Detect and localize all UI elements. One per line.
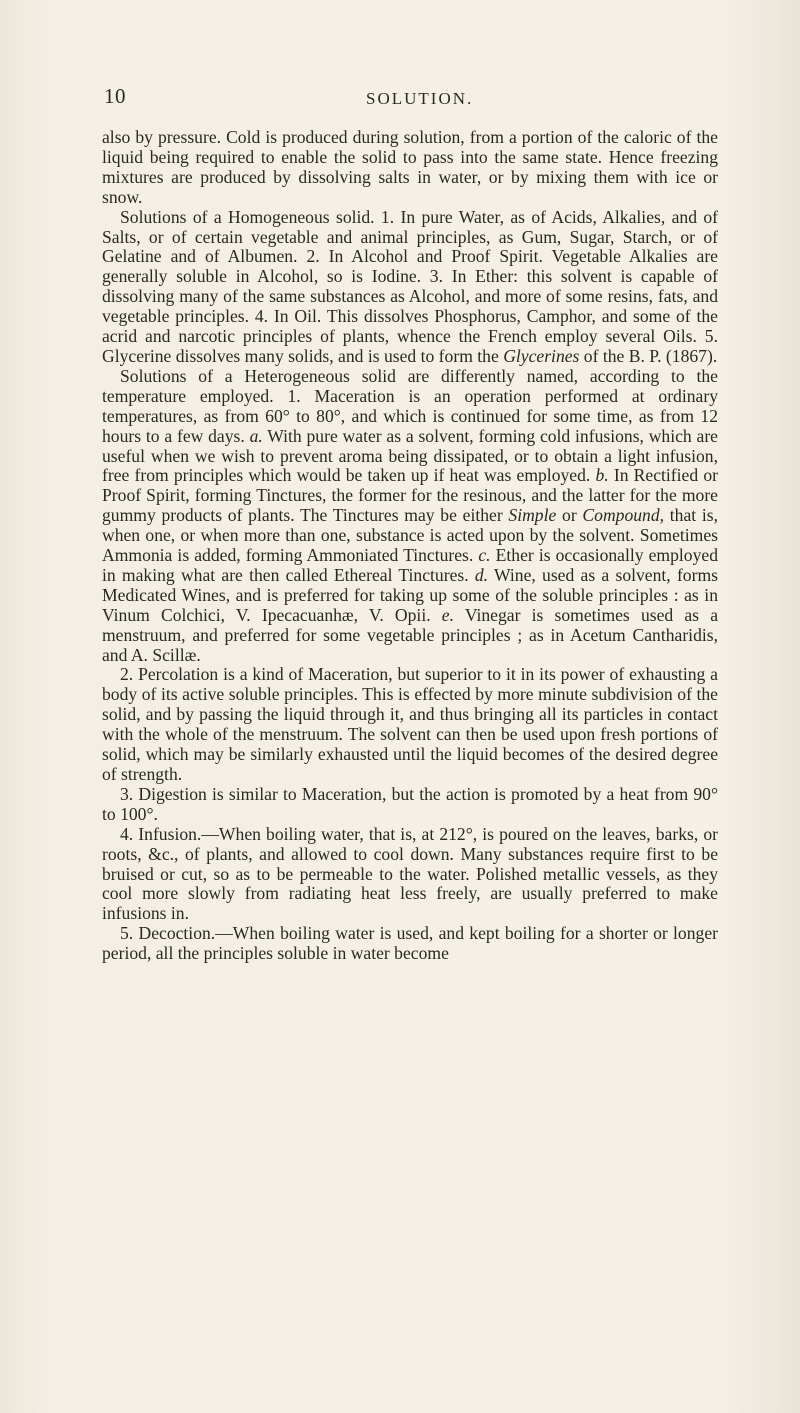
body-text	[102, 128, 718, 964]
paragraph	[102, 924, 718, 964]
italic-text: a.	[249, 425, 263, 446]
italic-text: e.	[441, 604, 454, 625]
paragraph-text: Solutions of a Homogeneous solid. 1. In pure Water, as of Acids, Alkalies, and of Salts, or of certain vegetable and animal principles, as Gum, Sugar, Starch, or of Gelatine and of Albumen. 2. In Alcohol and Proof Spirit. Vegetable Alkalies are generally soluble in Alcohol, so is Iodine. 3. In Ether: this solvent is capable of dissolving many of the same substances as Alcohol, and more of some resins, fats, and vegetable principles. 4. In Oil. This dissolves Phosphorus, Camphor, and some of the acrid and narcotic principles of plants, whence the French employ several Oils. 5. Glycerine dissolves many solids, and is used to form the	[102, 206, 718, 366]
paragraph-text: also by pressure. Cold is produced during solution, from a portion of the caloric of the liquid being required to enable the solid to pass into the same state. Hence freezing mixtures are produced by dissolving salts in water, or by mixing them with ice or snow.	[102, 127, 718, 207]
paragraph	[102, 208, 718, 367]
paragraph-text: 5. Decoction.—When boiling water is used, and kept boiling for a shorter or longer period, all the principles soluble in water become	[102, 923, 718, 964]
paragraph-text: Solutions of a Heterogeneous solid are differently named, according to the temperature employed. 1. Maceration is an operation performed at ordinary temperatures, as from 60° to 80°, and which is continued for some time, as from 12 hours to a few days.	[102, 365, 718, 446]
paragraph-text: , that is, when one, or when more than one, substance is acted upon by the solvent. Sometimes Ammonia is added, forming Ammoniated Tinctures.	[102, 505, 718, 566]
paragraph-text: 3. Digestion is similar to Maceration, but the action is promoted by a heat from 90° to 100°.	[102, 783, 718, 824]
running-head: SOLUTION.	[366, 89, 474, 108]
italic-text: Compound	[582, 505, 660, 526]
paragraph	[102, 785, 718, 825]
paragraph	[102, 825, 718, 925]
paragraph-text: of the B. P. (1867).	[579, 345, 718, 366]
paragraph-text: Ether is occasionally employed in making what are then called Ethereal Tinctures.	[102, 545, 718, 585]
italic-text: Glycerines	[503, 345, 580, 366]
page-header	[104, 84, 714, 110]
paragraph-text: 4. Infusion.—When boiling water, that is, at 212°, is poured on the leaves, barks, or roots, &c., of plants, and allowed to cool down. Many substances require first to be bruised or cut, so as to be permeable to the water. Polished metallic vessels, as they cool more slowly from radiating heat less freely, are usually preferred to make infusions in.	[102, 823, 718, 924]
paragraph-text: Wine, used as a solvent, forms Medicated Wines, and is preferred for taking up some of the soluble principles : as in Vinum Colchici, V. Ipecacuanhæ, V. Opii.	[102, 564, 718, 625]
paragraph-text: With pure water as a solvent, forming cold infusions, which are useful when we wish to prevent aroma being dissipated, or to obtain a light infusion, free from principles which would be taken up if heat was employed.	[102, 425, 718, 486]
paragraph-text: 2. Percolation is a kind of Maceration, but superior to it in its power of exhausting a body of its active soluble principles. This is effected by more minute subdivision of the solid, and by passing the liquid through it, and thus bringing all its particles in contact with the whole of the menstruum. The solvent can then be used upon fresh portions of solid, which may be similarly exhausted until the liquid becomes of the desired degree of strength.	[102, 664, 718, 784]
italic-text: Simple	[508, 505, 557, 526]
italic-text: d.	[474, 564, 489, 585]
page-number: 10	[104, 84, 126, 108]
paragraph-text: Vinegar is sometimes used as a menstruum, and preferred for some vegetable principles ; as in Acetum Cantharidis, and A. Scillæ.	[102, 604, 719, 665]
paragraph-text: In Rectified or Proof Spirit, forming Tinctures, the former for the resinous, and the latter for the more gummy products of plants. The Tinctures may be either	[102, 465, 718, 526]
paragraph	[102, 665, 718, 784]
italic-text: c.	[478, 545, 491, 566]
paragraph	[102, 367, 718, 666]
italic-text: b.	[595, 465, 609, 486]
paragraph-text: or	[556, 505, 583, 526]
paragraph	[102, 128, 718, 208]
